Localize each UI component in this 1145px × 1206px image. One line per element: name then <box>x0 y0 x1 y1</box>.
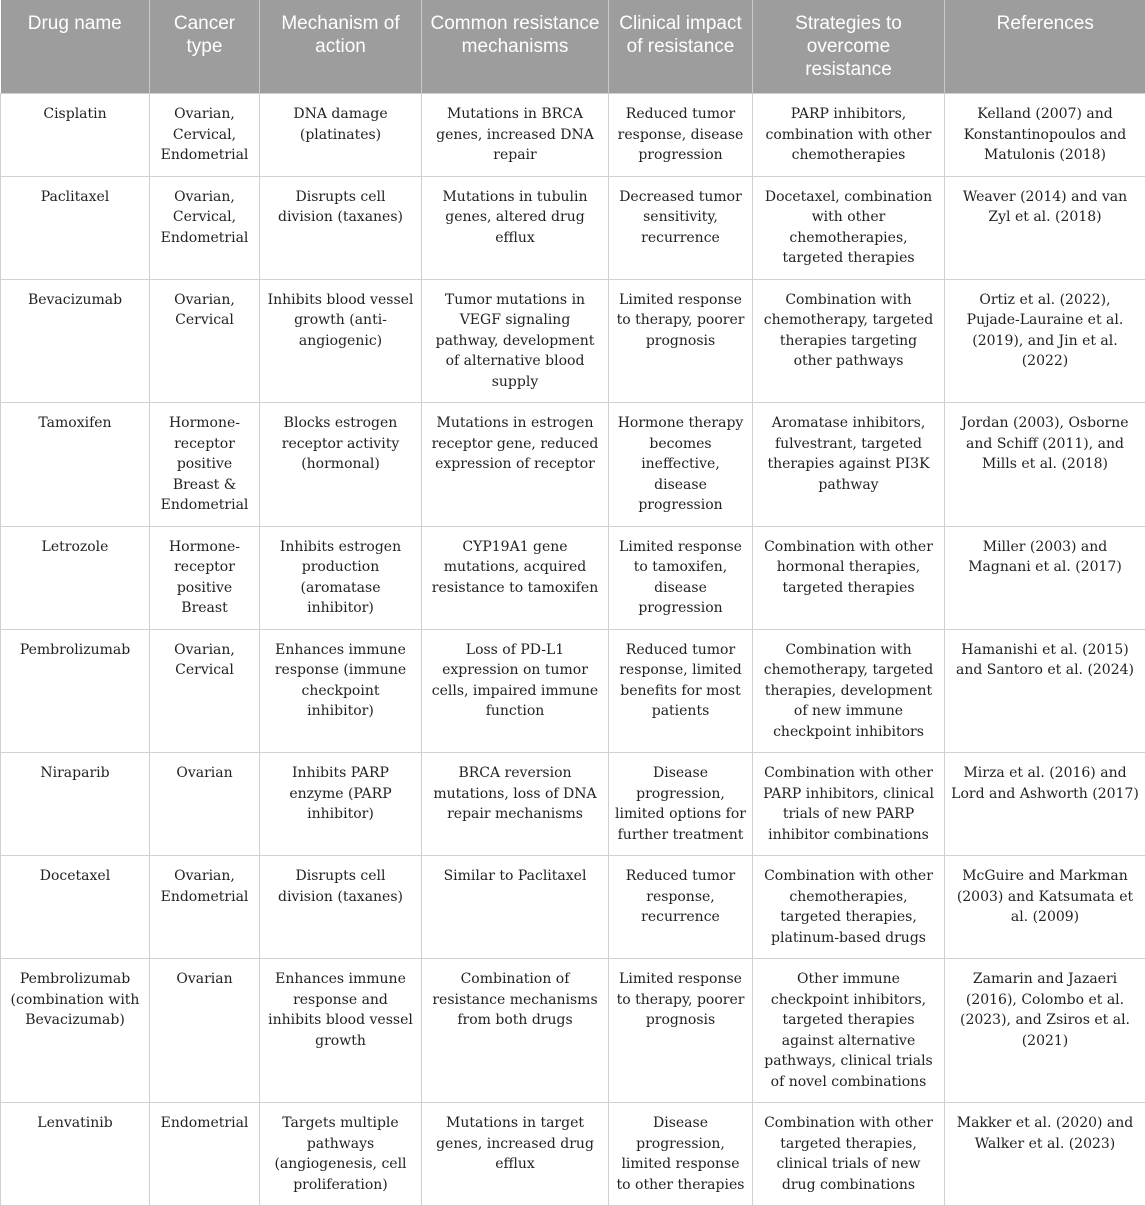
cell-cancer-type: Hormone-receptor positive Breast <box>150 526 260 629</box>
cell-mechanism: Disrupts cell division (taxanes) <box>260 176 422 279</box>
cell-references: Jordan (2003), Osborne and Schiff (2011), and Mills et al. (2018) <box>945 403 1145 527</box>
cell-clinical-impact: Reduced tumor response, limited benefits for most patients <box>609 629 753 753</box>
table-row <box>1 279 1145 403</box>
cell-references: Zamarin and Jazaeri (2016), Colombo et al. (2023), and Zsiros et al. (2021) <box>945 959 1145 1103</box>
cell-drug-name: Pembrolizumab (combination with Bevacizumab) <box>1 959 150 1103</box>
cell-mechanism: Targets multiple pathways (angiogenesis, cell proliferation) <box>260 1103 422 1206</box>
cell-drug-name: Niraparib <box>1 753 150 856</box>
cell-clinical-impact: Decreased tumor sensitivity, recurrence <box>609 176 753 279</box>
cell-drug-name: Pembrolizumab <box>1 629 150 753</box>
cell-references: McGuire and Markman (2003) and Katsumata et al. (2009) <box>945 856 1145 959</box>
cell-references: Makker et al. (2020) and Walker et al. (2023) <box>945 1103 1145 1206</box>
cell-drug-name: Paclitaxel <box>1 176 150 279</box>
table-row <box>1 1103 1145 1206</box>
cell-cancer-type: Ovarian <box>150 959 260 1103</box>
table-row <box>1 856 1145 959</box>
table-row <box>1 176 1145 279</box>
cell-strategies: Combination with chemotherapy, targeted therapies, development of new immune checkpoint inhibitors <box>753 629 945 753</box>
cell-mechanism: Inhibits estrogen production (aromatase inhibitor) <box>260 526 422 629</box>
cell-resistance: Mutations in estrogen receptor gene, reduced expression of receptor <box>422 403 609 527</box>
cell-cancer-type: Hormone-receptor positive Breast & Endometrial <box>150 403 260 527</box>
header-clinical-impact: Clinical impact of resistance <box>609 0 753 94</box>
cell-references: Kelland (2007) and Konstantinopoulos and Matulonis (2018) <box>945 94 1145 177</box>
cell-cancer-type: Ovarian, Cervical <box>150 279 260 403</box>
header-strategies: Strategies to overcome resistance <box>753 0 945 94</box>
header-cancer-type: Cancer type <box>150 0 260 94</box>
cell-cancer-type: Ovarian, Cervical, Endometrial <box>150 94 260 177</box>
table-row <box>1 753 1145 856</box>
cell-resistance: Mutations in target genes, increased drug efflux <box>422 1103 609 1206</box>
table-row <box>1 526 1145 629</box>
cell-clinical-impact: Limited response to therapy, poorer prognosis <box>609 959 753 1103</box>
cell-mechanism: Enhances immune response (immune checkpoint inhibitor) <box>260 629 422 753</box>
cell-cancer-type: Endometrial <box>150 1103 260 1206</box>
cell-clinical-impact: Limited response to therapy, poorer prognosis <box>609 279 753 403</box>
cell-drug-name: Bevacizumab <box>1 279 150 403</box>
cell-clinical-impact: Reduced tumor response, recurrence <box>609 856 753 959</box>
header-resistance-mechanisms: Common resistance mechanisms <box>422 0 609 94</box>
table-row <box>1 629 1145 753</box>
cell-clinical-impact: Disease progression, limited response to other therapies <box>609 1103 753 1206</box>
cell-mechanism: DNA damage (platinates) <box>260 94 422 177</box>
cell-drug-name: Tamoxifen <box>1 403 150 527</box>
cell-cancer-type: Ovarian, Cervical, Endometrial <box>150 176 260 279</box>
header-row <box>1 0 1145 94</box>
cell-mechanism: Inhibits blood vessel growth (anti-angiogenic) <box>260 279 422 403</box>
cell-resistance: Tumor mutations in VEGF signaling pathway, development of alternative blood supply <box>422 279 609 403</box>
header-references: References <box>945 0 1145 94</box>
table-row <box>1 403 1145 527</box>
header-mechanism: Mechanism of action <box>260 0 422 94</box>
cell-resistance: Mutations in BRCA genes, increased DNA repair <box>422 94 609 177</box>
cell-references: Hamanishi et al. (2015) and Santoro et al. (2024) <box>945 629 1145 753</box>
cell-drug-name: Docetaxel <box>1 856 150 959</box>
cell-clinical-impact: Reduced tumor response, disease progression <box>609 94 753 177</box>
cell-drug-name: Lenvatinib <box>1 1103 150 1206</box>
cell-strategies: Aromatase inhibitors, fulvestrant, targeted therapies against PI3K pathway <box>753 403 945 527</box>
cell-strategies: Other immune checkpoint inhibitors, targeted therapies against alternative pathways, clinical trials of novel combinations <box>753 959 945 1103</box>
cell-clinical-impact: Disease progression, limited options for further treatment <box>609 753 753 856</box>
cell-strategies: Combination with other hormonal therapies, targeted therapies <box>753 526 945 629</box>
cell-resistance: Combination of resistance mechanisms from both drugs <box>422 959 609 1103</box>
cell-mechanism: Inhibits PARP enzyme (PARP inhibitor) <box>260 753 422 856</box>
cell-strategies: PARP inhibitors, combination with other chemotherapies <box>753 94 945 177</box>
cell-strategies: Combination with chemotherapy, targeted therapies targeting other pathways <box>753 279 945 403</box>
cell-cancer-type: Ovarian, Cervical <box>150 629 260 753</box>
cell-resistance: Similar to Paclitaxel <box>422 856 609 959</box>
table-row <box>1 94 1145 177</box>
cell-mechanism: Blocks estrogen receptor activity (hormonal) <box>260 403 422 527</box>
cell-references: Ortiz et al. (2022), Pujade-Lauraine et al. (2019), and Jin et al. (2022) <box>945 279 1145 403</box>
cell-clinical-impact: Hormone therapy becomes ineffective, disease progression <box>609 403 753 527</box>
header-drug-name: Drug name <box>1 0 150 94</box>
cell-resistance: Mutations in tubulin genes, altered drug efflux <box>422 176 609 279</box>
cell-references: Weaver (2014) and van Zyl et al. (2018) <box>945 176 1145 279</box>
cell-mechanism: Disrupts cell division (taxanes) <box>260 856 422 959</box>
cell-references: Miller (2003) and Magnani et al. (2017) <box>945 526 1145 629</box>
cell-clinical-impact: Limited response to tamoxifen, disease progression <box>609 526 753 629</box>
cell-drug-name: Letrozole <box>1 526 150 629</box>
cell-strategies: Combination with other targeted therapies, clinical trials of new drug combinations <box>753 1103 945 1206</box>
cell-cancer-type: Ovarian <box>150 753 260 856</box>
cell-cancer-type: Ovarian, Endometrial <box>150 856 260 959</box>
cell-strategies: Docetaxel, combination with other chemotherapies, targeted therapies <box>753 176 945 279</box>
cell-resistance: Loss of PD-L1 expression on tumor cells, impaired immune function <box>422 629 609 753</box>
cell-resistance: BRCA reversion mutations, loss of DNA repair mechanisms <box>422 753 609 856</box>
cell-mechanism: Enhances immune response and inhibits blood vessel growth <box>260 959 422 1103</box>
table-row <box>1 959 1145 1103</box>
cell-references: Mirza et al. (2016) and Lord and Ashworth (2017) <box>945 753 1145 856</box>
cell-strategies: Combination with other chemotherapies, targeted therapies, platinum-based drugs <box>753 856 945 959</box>
cell-strategies: Combination with other PARP inhibitors, clinical trials of new PARP inhibitor combinations <box>753 753 945 856</box>
cell-drug-name: Cisplatin <box>1 94 150 177</box>
cell-resistance: CYP19A1 gene mutations, acquired resistance to tamoxifen <box>422 526 609 629</box>
